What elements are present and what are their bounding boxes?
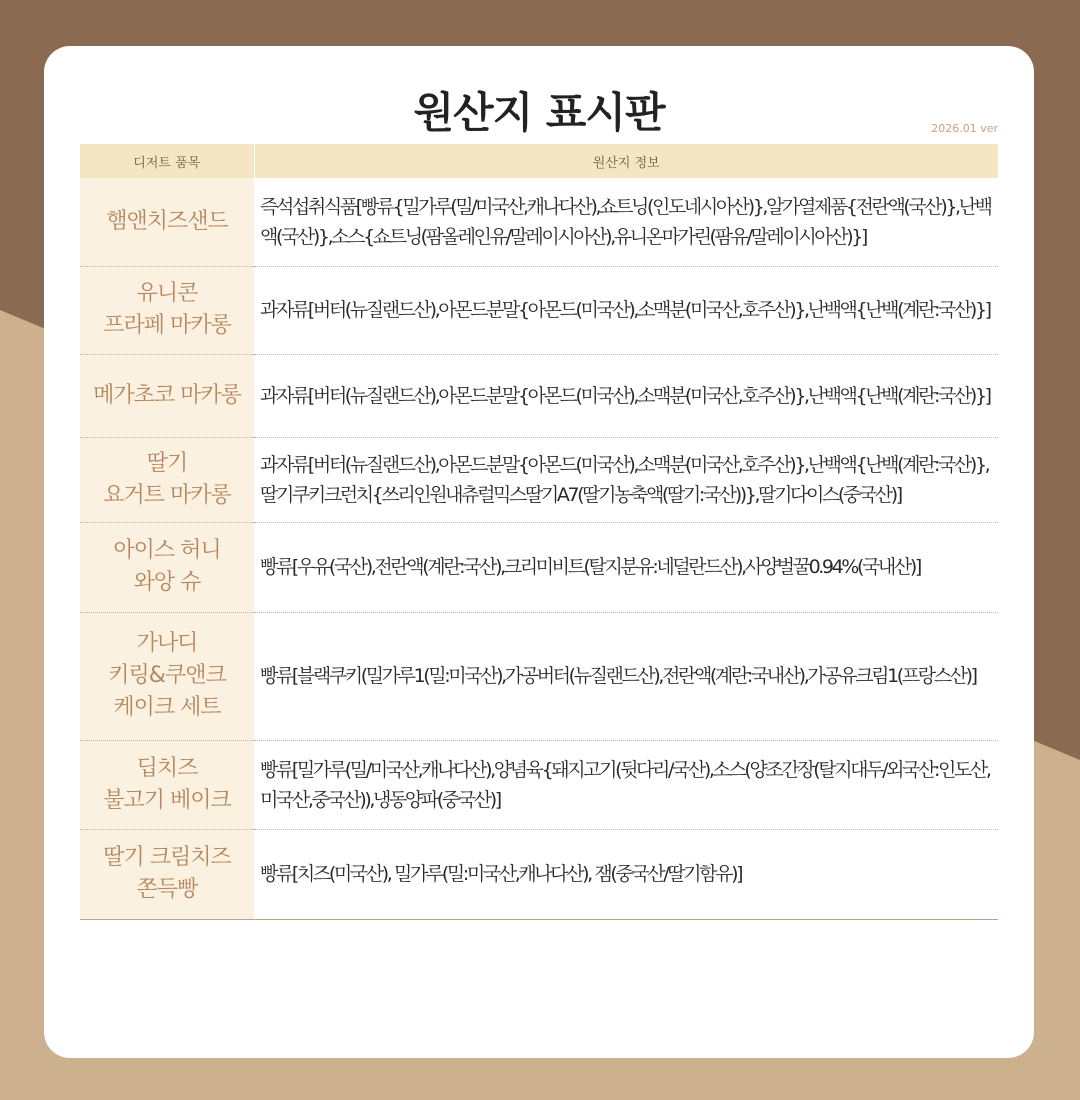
table-header-row	[80, 144, 998, 178]
origin-info-cell: 과자류[버터(뉴질랜드산),아몬드분말{아몬드(미국산),소맥분(미국산,호주산)},난백액{난백(계란:국산)}]	[254, 266, 998, 354]
origin-info-cell: 빵류[밀가루(밀/미국산,캐나다산),양념육{돼지고기(뒷다리/국산),소스(양조간장(탈지대두/외국산:인도산,미국산,중국산)),냉동양파(중국산)]	[254, 740, 998, 829]
header-dessert-item: 디저트 품목	[80, 144, 254, 178]
page-title: 원산지 표시판	[413, 88, 665, 137]
dessert-item-cell	[80, 829, 254, 919]
table-row	[80, 437, 998, 522]
dessert-item-name: 아이스 허니 와앙 슈	[113, 538, 221, 595]
origin-board-card	[44, 46, 1034, 1058]
dessert-item-name: 딸기 크림치즈 쫀득빵	[103, 845, 231, 902]
origin-info-cell: 과자류[버터(뉴질랜드산),아몬드분말{아몬드(미국산),소맥분(미국산,호주산)},난백액{난백(계란:국산)}]	[254, 354, 998, 437]
table-row	[80, 522, 998, 612]
dessert-item-cell	[80, 740, 254, 829]
dessert-item-name: 딥치즈 불고기 베이크	[103, 755, 231, 813]
dessert-item-name: 유니콘 프라페 마카롱	[103, 281, 231, 338]
origin-info-cell: 과자류[버터(뉴질랜드산),아몬드분말{아몬드(미국산),소맥분(미국산,호주산)},난백액{난백(계란:국산)},딸기쿠키크런치{쓰리인원내츄럴믹스딸기A7(딸기농축액(딸기:국산))},딸기다이스(중국산)]	[254, 437, 998, 522]
dessert-item-cell	[80, 437, 254, 522]
origin-info-cell: 빵류[우유(국산),전란액(계란:국산),크리미비트(탈지분유:네덜란드산),사양벌꿀0.94%(국내산)]	[254, 522, 998, 612]
dessert-item-name: 메가초코 마카롱	[93, 382, 241, 408]
table-row	[80, 354, 998, 437]
origin-table	[80, 144, 998, 920]
dessert-item-cell	[80, 522, 254, 612]
dessert-item-cell	[80, 354, 254, 437]
dessert-item-name: 햄앤치즈샌드	[106, 208, 228, 234]
header-origin-info: 원산지 정보	[254, 144, 998, 178]
table-row	[80, 612, 998, 740]
dessert-item-cell	[80, 612, 254, 740]
table-row	[80, 829, 998, 919]
version-label: 2026.01 ver	[931, 122, 998, 135]
dessert-item-name: 딸기 요거트 마카롱	[103, 450, 231, 508]
origin-info-cell: 빵류[치즈(미국산), 밀가루(밀:미국산,캐나다산), 잼(중국산/딸기함유)]	[254, 829, 998, 919]
origin-info-cell: 빵류[블랙쿠키(밀가루1(밀:미국산),가공버터(뉴질랜드산),전란액(계란:국내산),가공유크림1(프랑스산)]	[254, 612, 998, 740]
table-row	[80, 178, 998, 266]
dessert-item-cell	[80, 266, 254, 354]
dessert-item-name: 가나디 키링&쿠앤크 케이크 세트	[108, 631, 226, 720]
table-row	[80, 740, 998, 829]
origin-info-cell: 즉석섭취식품[빵류{밀가루(밀/미국산,캐나다산),쇼트닝(인도네시아산)},알가열제품{전란액(국산)},난백액(국산)},소스{쇼트닝(팜올레인유/말레이시아산),유니온마가린(팜유/말레이시아산)}]	[254, 178, 998, 266]
table-row	[80, 266, 998, 354]
dessert-item-cell	[80, 178, 254, 266]
